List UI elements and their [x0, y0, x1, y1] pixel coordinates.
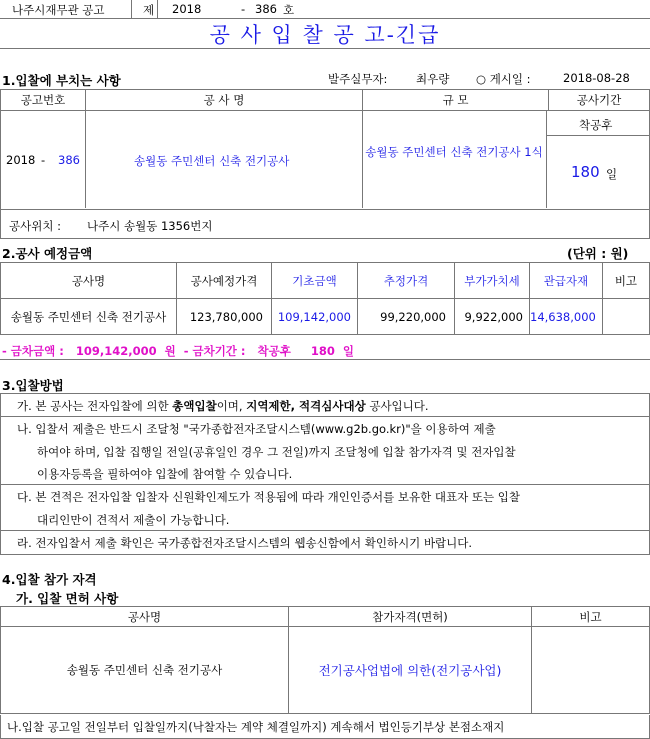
method-ga-bold-d: 지역제한, 적격심사대상	[246, 399, 366, 413]
method-na-1: 나. 입찰서 제출은 반드시 조달청 "국가종합전자조달시스템(www.g2b.go.kr)"을 이용하여 제출	[17, 422, 496, 436]
method-ga-text-c: 이며,	[216, 399, 247, 413]
method-da-1: 다. 본 견적은 전자입찰 입찰자 신원확인제도가 적용됨에 따라 개인인증서를 보유한 대표자 또는 입찰	[17, 490, 520, 504]
row-scale: 송월동 주민센터 신축 전기공사 1식	[365, 145, 543, 159]
section3-title: 3.입찰방법	[2, 378, 64, 393]
method-ga-text-a: 가. 본 공사는 전자입찰에 의한	[17, 399, 173, 413]
post-label: ○ 게시일 :	[476, 72, 531, 86]
method-ga-text-e: 공사입니다.	[365, 399, 429, 413]
license-row-name: 송월동 주민센터 신축 전기공사	[1, 627, 289, 714]
license-header-qual: 참가자격(면허)	[289, 607, 532, 627]
project-row	[0, 110, 650, 210]
notice-year: 2018	[172, 2, 202, 16]
header-notice-no: 공고번호	[1, 90, 86, 111]
price-header-vat: 부가가치세	[455, 263, 530, 299]
header-period: 공사기간	[549, 90, 650, 111]
header-project-name: 공 사 명	[86, 90, 363, 111]
section4-title: 4.입찰 참가 자격	[2, 572, 97, 587]
prefix-label: 제	[143, 3, 155, 17]
row-notice-dash: -	[41, 153, 46, 167]
method-na-2: 하여야 하며, 입찰 집행일 전일(공휴일인 경우 그 전일)까지 조달청에 입찰 참가자격 및 전자입찰	[37, 445, 516, 459]
section1-title: 1.입찰에 부치는 사항	[2, 73, 121, 88]
footer-text: 나.입찰 공고일 전일부터 입찰일까지(낙찰자는 계약 체결일까지) 계속해서 법인등기부상 본점소재지	[7, 720, 505, 734]
price-row-estimate: 99,220,000	[358, 299, 455, 335]
price-header-planned: 공사예정가격	[177, 263, 272, 299]
license-table	[0, 606, 650, 714]
method-ga	[17, 398, 429, 414]
row-notice-no: 386	[58, 153, 80, 167]
unit-label: (단위 : 원)	[567, 246, 629, 261]
method-na-3: 이용자등록을 필하여야 입찰에 참여할 수 있습니다.	[37, 467, 293, 481]
price-header-base: 기초금액	[272, 263, 358, 299]
location-label: 공사위치 :	[9, 219, 61, 233]
location-value: 나주시 송월동 1356번지	[87, 219, 213, 233]
price-table	[0, 262, 650, 335]
license-row-qual: 전기공사업법에 의한(전기공사업)	[289, 627, 532, 714]
section4-subtitle: 가. 입찰 면허 사항	[16, 591, 119, 606]
office-label: 나주시재무관 공고	[12, 3, 105, 17]
price-row-note	[602, 299, 649, 335]
price-header-name: 공사명	[1, 263, 177, 299]
start-label: 착공후	[579, 118, 613, 132]
method-ga-bold-b: 총액입찰	[172, 399, 217, 413]
price-row-base: 109,142,000	[272, 299, 358, 335]
notice-header	[0, 0, 650, 19]
section2-title: 2.공사 예정금액	[2, 246, 93, 261]
license-header-name: 공사명	[1, 607, 289, 627]
license-header-note: 비고	[532, 607, 650, 627]
row-days: 180	[571, 163, 600, 181]
price-header-note: 비고	[602, 263, 649, 299]
price-row-planned: 123,780,000	[177, 299, 272, 335]
price-header-material: 관급자재	[530, 263, 603, 299]
page-title: 공 사 입 찰 공 고-긴급	[209, 23, 441, 47]
dept-person: 최우량	[416, 72, 450, 86]
notice-number: 386	[255, 2, 277, 16]
price-header-estimate: 추정가격	[358, 263, 455, 299]
header-scale: 규 모	[363, 90, 549, 111]
method-da-2: 대리인만이 견적서 제출이 가능합니다.	[37, 513, 230, 527]
price-row-vat: 9,922,000	[455, 299, 530, 335]
row-notice-year: 2018	[6, 153, 36, 167]
suffix-label: 호	[283, 3, 295, 17]
amount-summary: - 금차금액 : 109,142,000 원 - 금차기간 : 착공후 180 일	[2, 344, 354, 358]
dept-label: 발주실무자:	[328, 72, 388, 86]
project-table	[0, 89, 650, 111]
notice-dash: -	[241, 2, 246, 16]
price-row-name: 송월동 주민센터 신축 전기공사	[1, 299, 177, 335]
row-project-name: 송월동 주민센터 신축 전기공사	[134, 154, 290, 168]
method-ra: 라. 전자입찰서 제출 확인은 국가종합전자조달시스템의 웹송신함에서 확인하시기 바랍니다.	[17, 536, 473, 550]
post-date: 2018-08-28	[563, 71, 630, 85]
license-row-note	[532, 627, 650, 714]
row-days-unit: 일	[606, 167, 618, 181]
price-row-material: 14,638,000	[530, 299, 603, 335]
